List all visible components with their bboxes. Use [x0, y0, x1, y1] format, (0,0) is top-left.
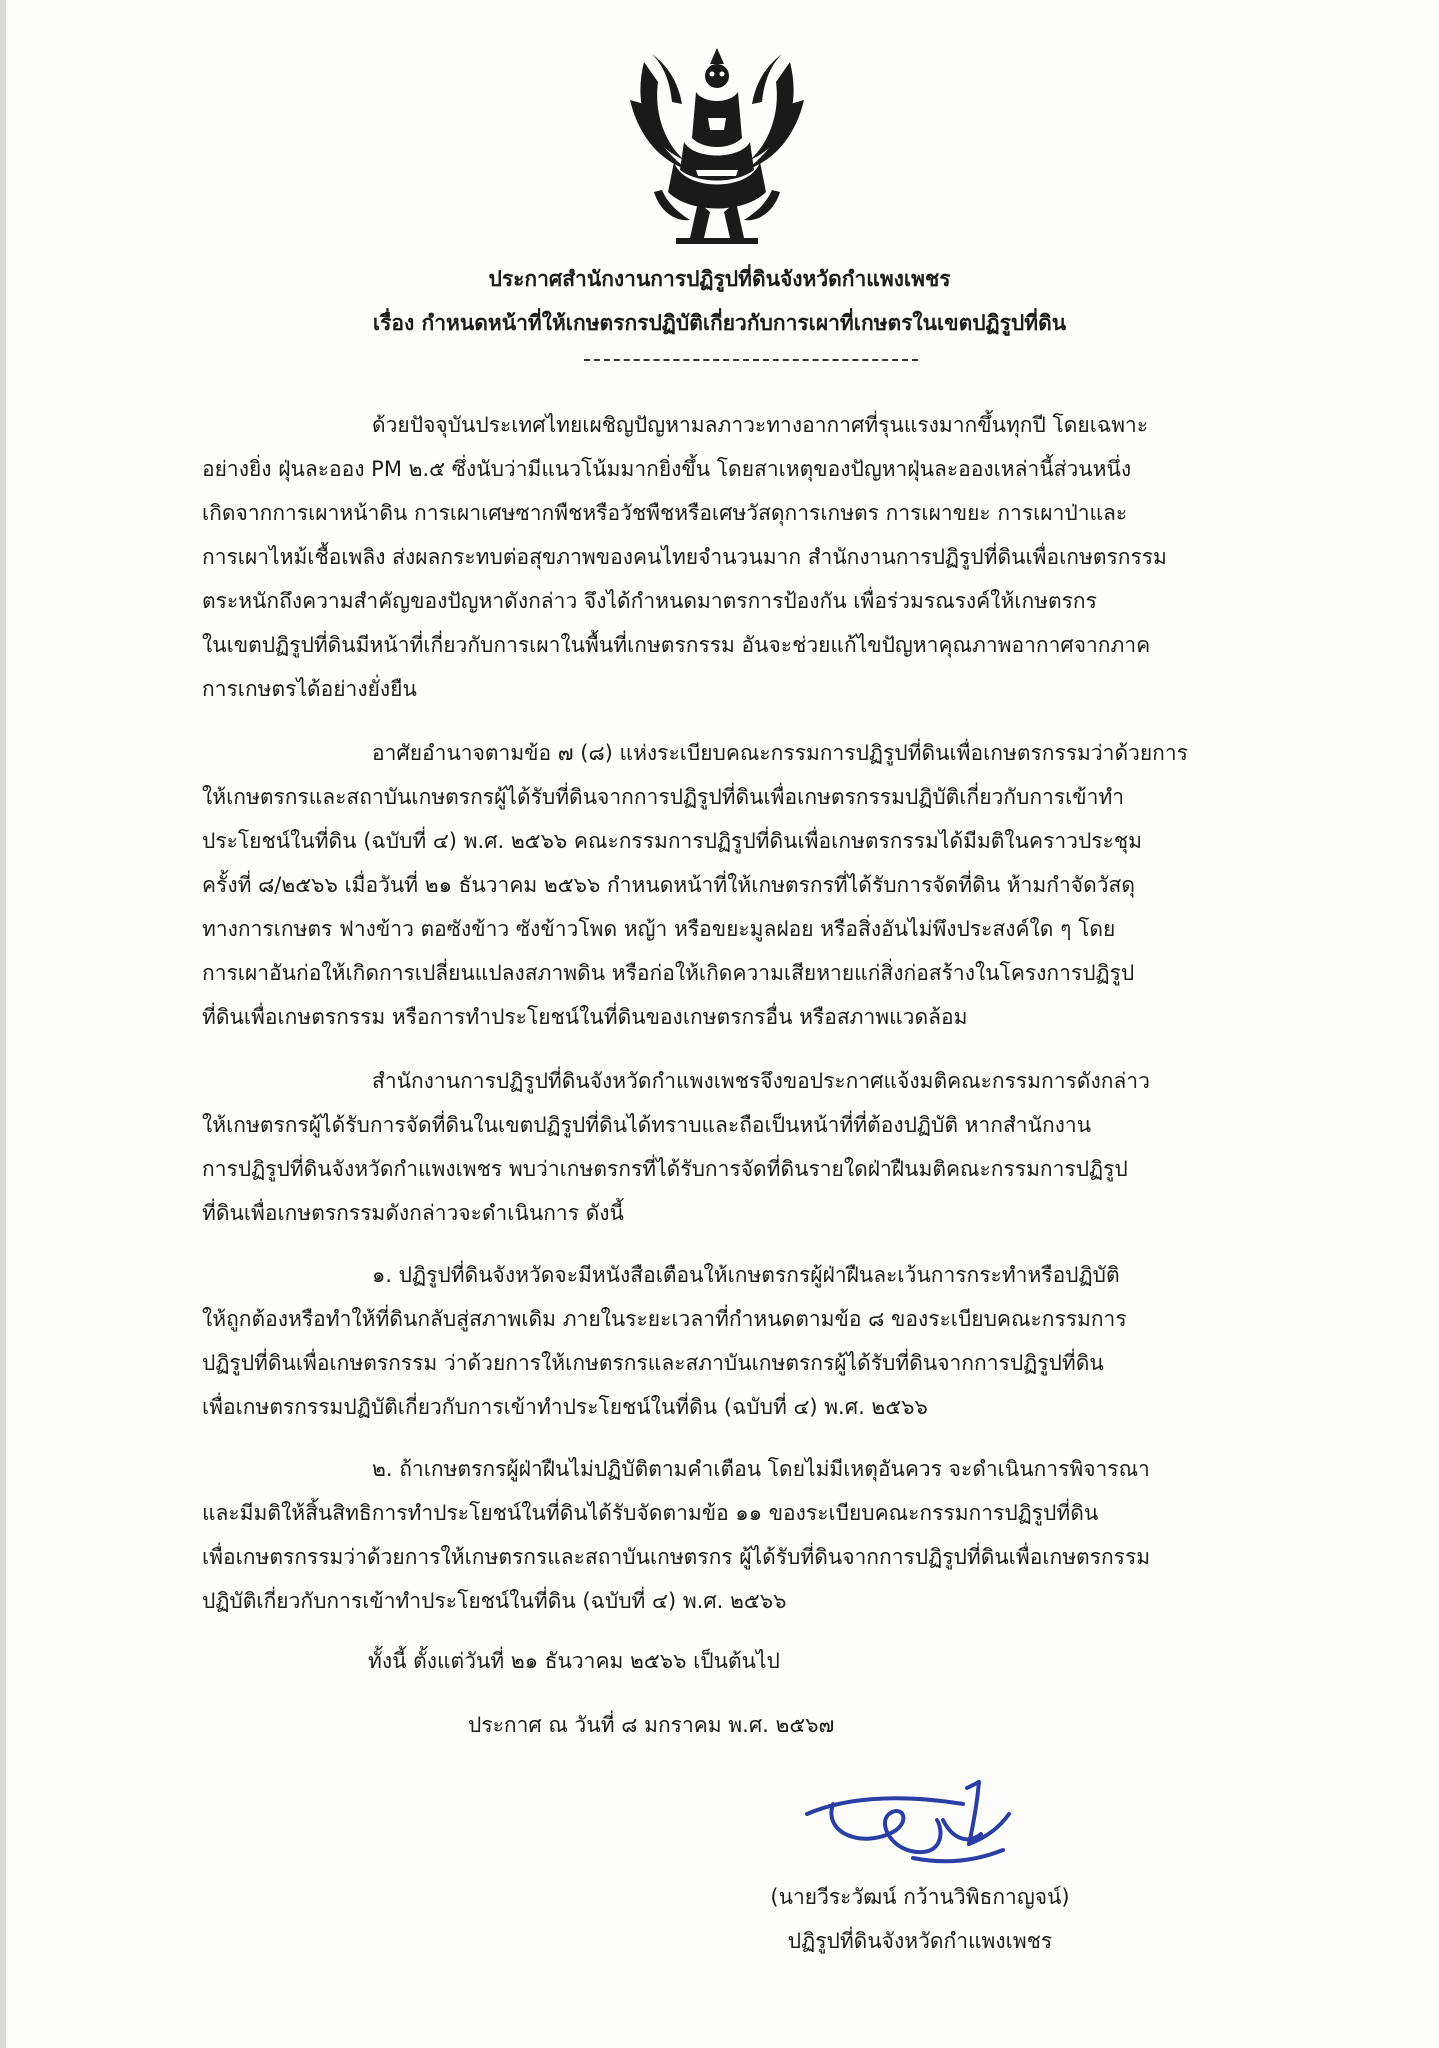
paragraph-3-line: ให้เกษตรกรผู้ได้รับการจัดที่ดินในเขตปฏิรูปที่ดินได้ทราบและถือเป็นหน้าที่ที่ต้องปฏิบัติ หากสำนักงาน	[202, 1113, 1092, 1137]
paragraph-1-line: อย่างยิ่ง ฝุ่นละออง PM ๒.๕ ซึ่งนับว่ามีแนวโน้มมากยิ่งขึ้น โดยสาเหตุของปัญหาฝุ่นละอองเหล่านี้ส่วนหนึ่ง	[202, 457, 1132, 481]
document-title: ประกาศสำนักงานการปฏิรูปที่ดินจังหวัดกำแพงเพชร	[488, 267, 951, 291]
title-divider	[584, 359, 918, 361]
paragraph-2-line: ให้เกษตรกรและสถาบันเกษตรกรผู้ได้รับที่ดินจากการปฏิรูปที่ดินเพื่อเกษตรกรรมปฏิบัติเกี่ยวกับการเข้าทำ	[202, 785, 1125, 809]
paragraph-1-line: ในเขตปฏิรูปที่ดินมีหน้าที่เกี่ยวกับการเผาในพื้นที่เกษตรกรรม อันจะช่วยแก้ไขปัญหาคุณภาพอากาศจากภาค	[202, 633, 1151, 657]
measure-2-line: ๒. ถ้าเกษตรกรผู้ฝ่าฝืนไม่ปฏิบัติตามคำเตือน โดยไม่มีเหตุอันควร จะดำเนินการพิจารณา	[372, 1457, 1150, 1481]
paragraph-2-line: อาศัยอำนาจตามข้อ ๗ (๘) แห่งระเบียบคณะกรรมการปฏิรูปที่ดินเพื่อเกษตรกรรมว่าด้วยการ	[372, 741, 1188, 765]
signatory-name: (นายวีระวัฒน์ กว้านวิพิธกาญจน์)	[770, 1885, 1070, 1909]
paragraph-1-line: ด้วยปัจจุบันประเทศไทยเผชิญปัญหามลภาวะทางอากาศที่รุนแรงมากขึ้นทุกปี โดยเฉพาะ	[372, 413, 1149, 437]
document-subject: เรื่อง กำหนดหน้าที่ให้เกษตรกรปฏิบัติเกี่ยวกับการเผาที่เกษตรในเขตปฏิรูปที่ดิน	[372, 311, 1067, 335]
measure-1-line: ๑. ปฏิรูปที่ดินจังหวัดจะมีหนังสือเตือนให้เกษตรกรผู้ฝ่าฝืนละเว้นการกระทำหรือปฏิบัติ	[372, 1263, 1120, 1287]
paragraph-1-line: ตระหนักถึงความสำคัญของปัญหาดังกล่าว จึงได้กำหนดมาตรการป้องกัน เพื่อร่วมรณรงค์ให้เกษตรกร	[202, 589, 1097, 613]
paragraph-3-line: ที่ดินเพื่อเกษตรกรรมดังกล่าวจะดำเนินการ ดังนี้	[202, 1201, 624, 1225]
measure-2-line: ปฏิบัติเกี่ยวกับการเข้าทำประโยชน์ในที่ดิน (ฉบับที่ ๔) พ.ศ. ๒๕๖๖	[202, 1589, 787, 1613]
paragraph-2-line: การเผาอันก่อให้เกิดการเปลี่ยนแปลงสภาพดิน หรือก่อให้เกิดความเสียหายแก่สิ่งก่อสร้างในโครงการปฏิรูป	[202, 961, 1135, 985]
signature-icon	[793, 1774, 1033, 1870]
garuda-emblem-icon	[624, 42, 810, 252]
paragraph-1-line: เกิดจากการเผาหน้าดิน การเผาเศษซากพืชหรือวัชพืชหรือเศษวัสดุการเกษตร การเผาขยะ การเผาป่าและ	[202, 501, 1128, 525]
paragraph-2-line: ที่ดินเพื่อเกษตรกรรม หรือการทำประโยชน์ในที่ดินของเกษตรกรอื่น หรือสภาพแวดล้อม	[202, 1005, 968, 1029]
paragraph-1-line: การเผาไหม้เชื้อเพลิง ส่งผลกระทบต่อสุขภาพของคนไทยจำนวนมาก สำนักงานการปฏิรูปที่ดินเพื่อเกษตรกรรม	[202, 545, 1167, 569]
paragraph-1-line: การเกษตรได้อย่างยั่งยืน	[202, 677, 417, 701]
signatory-position: ปฏิรูปที่ดินจังหวัดกำแพงเพชร	[787, 1929, 1053, 1953]
announcement-date: ประกาศ ณ วันที่ ๘ มกราคม พ.ศ. ๒๕๖๗	[468, 1713, 835, 1737]
measure-2-line: และมีมติให้สิ้นสิทธิการทำประโยชน์ในที่ดินได้รับจัดตามข้อ ๑๑ ของระเบียบคณะกรรมการปฏิรูปที่ดิน	[202, 1501, 1099, 1525]
paragraph-2-line: ประโยชน์ในที่ดิน (ฉบับที่ ๔) พ.ศ. ๒๕๖๖ คณะกรรมการปฏิรูปที่ดินเพื่อเกษตรกรรมได้มีมติในคราวประชุม	[202, 829, 1142, 853]
paragraph-3-line: สำนักงานการปฏิรูปที่ดินจังหวัดกำแพงเพชรจึงขอประกาศแจ้งมติคณะกรรมการดังกล่าว	[372, 1069, 1150, 1093]
effective-date: ทั้งนี้ ตั้งแต่วันที่ ๒๑ ธันวาคม ๒๕๖๖ เป็นต้นไป	[368, 1649, 780, 1673]
measure-1-line: ปฏิรูปที่ดินเพื่อเกษตรกรรม ว่าด้วยการให้เกษตรกรและสภาบันเกษตรกรผู้ได้รับที่ดินจากการปฏิรูปที่ดิน	[202, 1351, 1104, 1375]
paragraph-2-line: ครั้งที่ ๘/๒๕๖๖ เมื่อวันที่ ๒๑ ธันวาคม ๒๕๖๖ กำหนดหน้าที่ให้เกษตรกรที่ได้รับการจัดที่ดิน ห้ามกำจัดวัสดุ	[202, 873, 1135, 897]
measure-1-line: เพื่อเกษตรกรรมปฏิบัติเกี่ยวกับการเข้าทำประโยชน์ในที่ดิน (ฉบับที่ ๔) พ.ศ. ๒๕๖๖	[202, 1395, 928, 1419]
paragraph-3-line: การปฏิรูปที่ดินจังหวัดกำแพงเพชร พบว่าเกษตรกรที่ได้รับการจัดที่ดินรายใดฝ่าฝืนมติคณะกรรมการปฏิรูป	[202, 1157, 1128, 1181]
measure-2-line: เพื่อเกษตรกรรมว่าด้วยการให้เกษตรกรและสถาบันเกษตรกร ผู้ได้รับที่ดินจากการปฏิรูปที่ดินเพื่อเกษตรกรรม	[202, 1545, 1151, 1569]
paragraph-2-line: ทางการเกษตร ฟางข้าว ตอซังข้าว ซังข้าวโพด หญ้า หรือขยะมูลฝอย หรือสิ่งอันไม่พึงประสงค์ใด ๆ โดย	[202, 917, 1116, 941]
measure-1-line: ให้ถูกต้องหรือทำให้ที่ดินกลับสู่สภาพเดิม ภายในระยะเวลาที่กำหนดตามข้อ ๘ ของระเบียบคณะกรรมการ	[202, 1307, 1127, 1331]
